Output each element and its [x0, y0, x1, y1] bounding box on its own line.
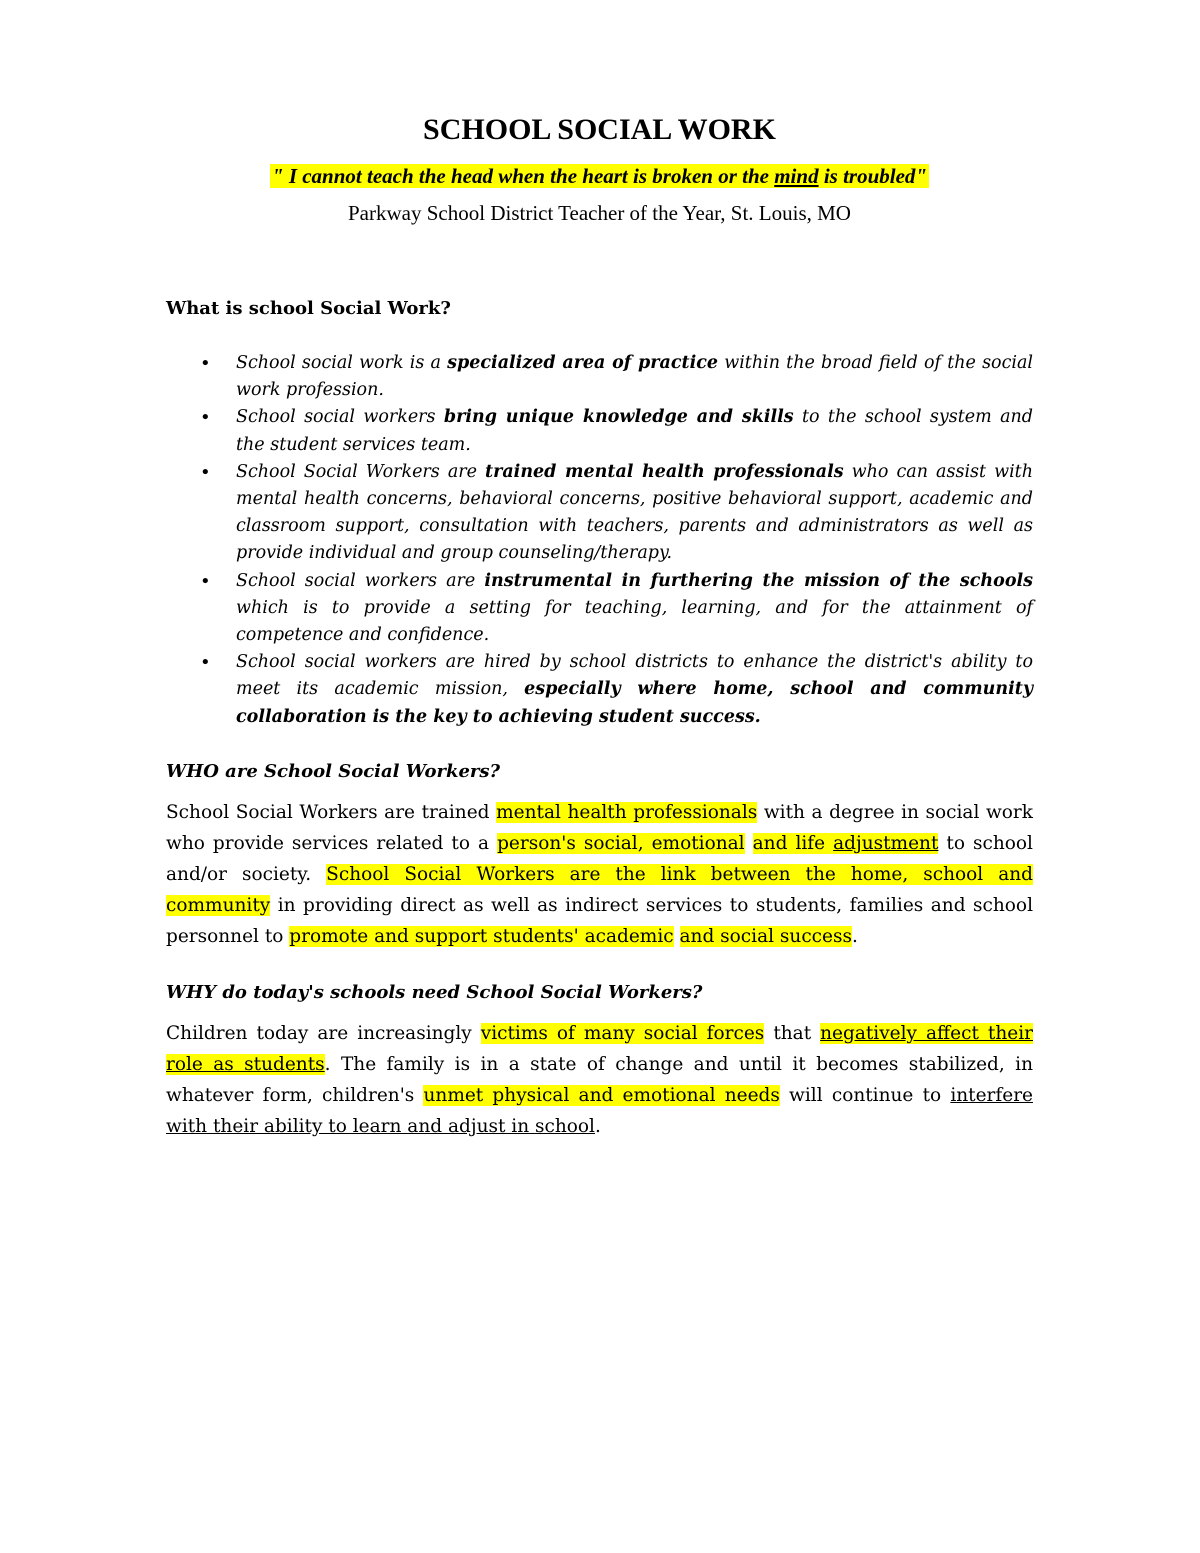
text-run: [745, 833, 753, 854]
quote-line: [166, 162, 1033, 190]
text-run: [674, 926, 680, 947]
bullet-text: School social workers are hired by school districts to enhance the district's ability to meet its academic mission,: [236, 652, 1033, 700]
document-content: [166, 112, 1033, 1160]
bullet-text: School social work is a: [236, 353, 448, 373]
bullet-item-3: [236, 459, 1033, 568]
what-bullet-list: [166, 350, 1033, 731]
text-run: in providing direct as well as indirect services to students, families and school personnel to: [166, 894, 1033, 947]
highlighted-text: [753, 833, 939, 854]
quote-part-1: " I cannot teach the head when the heart is broken or the: [271, 164, 775, 188]
highlighted-underlined-text: negatively affect their role as students: [166, 1022, 1033, 1075]
bullet-bold-text: specialized area of practice: [447, 353, 719, 373]
quote-attribution: Parkway School District Teacher of the Year, St. Louis, MO: [348, 201, 851, 225]
bullet-bold-text: bring unique knowledge and skills: [443, 407, 794, 428]
highlighted-text: unmet physical and emotional needs: [423, 1084, 780, 1106]
section-heading-who: WHO are School Social Workers?: [166, 760, 501, 782]
bullet-text: School social workers: [236, 407, 444, 428]
bullet-item-5: [236, 649, 1033, 731]
bullet-text: who can assist with mental health concerns, behavioral concerns, positive behavioral support, academic and classroom support, consultation with teachers, parents and administrators as well as provide individual and group counseling/therapy.: [236, 461, 1033, 564]
bullet-bold-text: trained mental health professionals: [485, 461, 844, 482]
section-heading-why: WHY do today's schools need School Social Workers?: [166, 981, 703, 1003]
highlighted-quote: [270, 164, 929, 188]
bullet-text: which is to provide a setting for teaching, learning, and for the attainment of competence and confidence.: [236, 597, 1033, 646]
bullet-item-1: [236, 350, 1033, 404]
highlighted-text: person's social, emotional: [497, 832, 745, 854]
bullet-bold-text: especially where home, school and community collaboration is the key to achieving student success.: [236, 679, 1033, 727]
underlined-text: adjustment: [833, 832, 939, 854]
quote-part-2: is troubled": [818, 164, 928, 188]
highlighted-text: mental health professionals: [496, 801, 758, 823]
section-heading-what: What is school Social Work?: [166, 298, 451, 319]
text-run: that: [764, 1022, 821, 1044]
bullet-text: School Social Workers are: [236, 461, 486, 482]
text-run: . The family is in a state of change and until it becomes stabilized, in whatever form, children's: [166, 1053, 1033, 1106]
bullet-text: within the broad field of the social work profession.: [236, 353, 1034, 401]
text-run: .: [851, 925, 858, 947]
text-run: will continue to: [779, 1084, 951, 1106]
text-run: .: [594, 1115, 601, 1137]
why-paragraph: [166, 1018, 1033, 1142]
quote-underlined-word: mind: [774, 164, 819, 188]
highlighted-text: School Social Workers are the link between the home, school and community: [166, 863, 1033, 916]
bullet-text: to the school system and the student services team.: [236, 407, 1033, 455]
text-run: School Social Workers are trained: [166, 801, 497, 823]
text-run: with a degree in social work who provide services related to a: [166, 801, 1033, 854]
text-run: Children today are increasingly: [166, 1022, 481, 1044]
bullet-text: School social workers are: [236, 570, 485, 591]
bullet-item-4: [236, 568, 1033, 650]
text-run: and life: [752, 832, 834, 854]
highlighted-text: promote and support students' academic: [289, 925, 674, 947]
underlined-text: interfere with their ability to learn and adjust in school: [166, 1084, 1033, 1137]
text-run: to school and/or society.: [166, 832, 1033, 885]
who-paragraph: [166, 797, 1033, 952]
bullet-bold-text: instrumental in furthering the mission of the schools: [484, 570, 1033, 591]
highlighted-text: and social success: [679, 925, 852, 947]
bullet-item-2: [236, 404, 1033, 458]
document-title: SCHOOL SOCIAL WORK: [423, 113, 776, 146]
highlighted-text: victims of many social forces: [480, 1022, 765, 1044]
